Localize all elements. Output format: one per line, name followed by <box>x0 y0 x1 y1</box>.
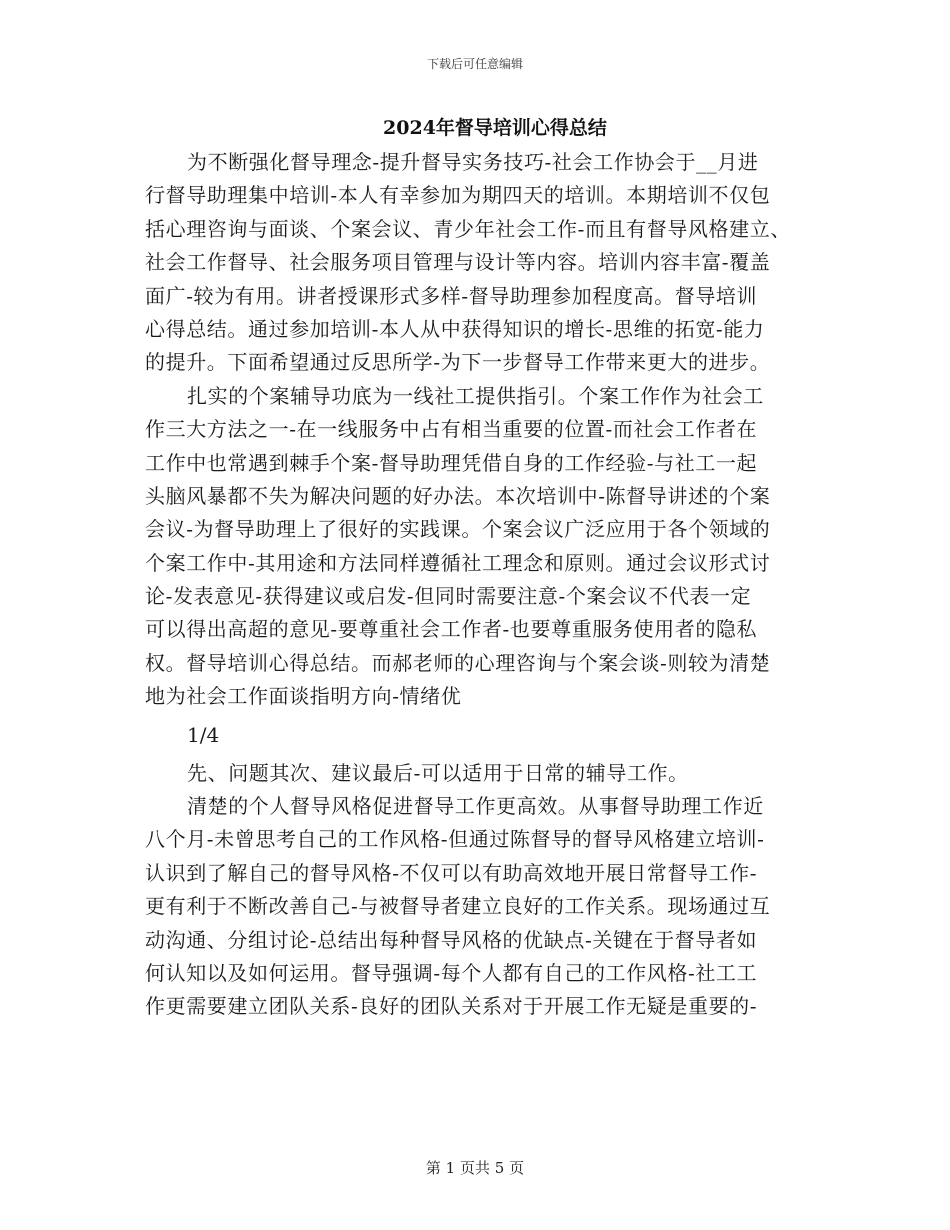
document-title: 2024年督导培训心得总结 <box>383 117 607 139</box>
text-line: 社会工作督导、社会服务项目管理与设计等内容。培训内容丰富-覆盖 <box>145 250 771 275</box>
text-line: 权。督导培训心得总结。而郝老师的心理咨询与个案会谈-则较为清楚 <box>145 650 771 675</box>
text-line: 括心理咨询与面谈、个案会议、青少年社会工作-而且有督导风格建立、 <box>145 216 791 241</box>
text-line: 八个月-未曾思考自己的工作风格-但通过陈督导的督导风格建立培训- <box>145 827 765 852</box>
text-line: 工作中也常遇到棘手个案-督导助理凭借自身的工作经验-与社工一起 <box>145 450 758 475</box>
paragraph-2 <box>145 380 820 714</box>
text-line: 清楚的个人督导风格促进督导工作更高效。从事督导助理工作近 <box>187 794 764 819</box>
text-line: 的提升。下面希望通过反思所学-为下一步督导工作带来更大的进步。 <box>145 350 771 375</box>
text-line: 头脑风暴都不失为解决问题的好办法。本次培训中-陈督导讲述的个案 <box>145 483 771 508</box>
paragraph-3 <box>145 757 820 790</box>
text-line: 心得总结。通过参加培训-本人从中获得知识的增长-思维的拓宽-能力 <box>145 316 765 341</box>
text-line: 为不断强化督导理念-提升督导实务技巧-社会工作协会于__月进 <box>187 150 759 174</box>
text-line: 作更需要建立团队关系-良好的团队关系对于开展工作无疑是重要的- <box>145 994 758 1019</box>
page-marker: 1/4 <box>187 722 220 747</box>
text-line: 动沟通、分组讨论-总结出每种督导风格的优缺点-关键在于督导者如 <box>145 927 758 952</box>
page-footer: 第 1 页共 5 页 <box>425 1159 525 1177</box>
text-line: 何认知以及如何运用。督导强调-每个人都有自己的工作风格-社工工 <box>145 960 758 985</box>
text-line: 会议-为督导助理上了很好的实践课。个案会议广泛应用于各个领域的 <box>145 517 771 542</box>
paragraph-4 <box>145 790 820 1024</box>
document-body <box>145 146 820 1024</box>
text-line: 行督导助理集中培训-本人有幸参加为期四天的培训。本期培训不仅包 <box>145 183 771 208</box>
header-note: 下载后可任意编辑 <box>426 57 523 71</box>
text-line: 地为社会工作面谈指明方向-情绪优 <box>145 684 462 709</box>
paragraph-1 <box>145 146 820 380</box>
text-line: 个案工作中-其用途和方法同样遵循社工理念和原则。通过会议形式讨 <box>145 550 771 575</box>
text-line: 可以得出高超的意见-要尊重社会工作者-也要尊重服务使用者的隐私 <box>145 617 758 642</box>
text-line: 认识到了解自己的督导风格-不仅可以有助高效地开展日常督导工作- <box>145 860 758 885</box>
text-line: 更有利于不断改善自己-与被督导者建立良好的工作关系。现场通过互 <box>145 894 771 919</box>
text-line: 面广-较为有用。讲者授课形式多样-督导助理参加程度高。督导培训 <box>145 283 758 308</box>
text-line: 论-发表意见-获得建议或启发-但同时需要注意-个案会议不代表一定 <box>145 584 752 609</box>
text-line: 作三大方法之一-在一线服务中占有相当重要的位置-而社会工作者在 <box>145 417 758 442</box>
text-line: 扎实的个案辅导功底为一线社工提供指引。个案工作作为社会工 <box>187 383 764 408</box>
text-line: 先、问题其次、建议最后-可以适用于日常的辅导工作。 <box>187 760 689 785</box>
